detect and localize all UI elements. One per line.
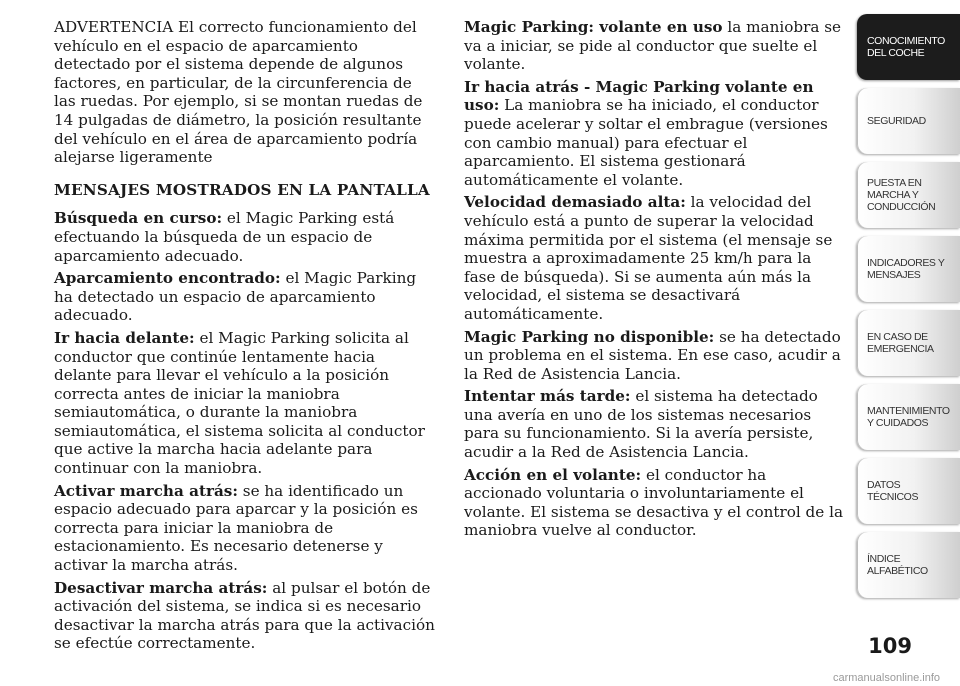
message-term: Magic Parking no disponible: [464, 327, 715, 346]
warning-paragraph: ADVERTENCIA El correcto funcionamiento del vehículo en el espacio de aparcamiento detectado por el sistema depende de algunos factores, en particular, de la circunferencia de las ruedas. Por ejemplo, si se montan ruedas de 14 pulgadas de diámetro, la posición resultante del vehículo en el área de aparcamiento podría alejarse ligeramente [54, 18, 423, 167]
tab-label: PUESTA EN MARCHA Y CONDUCCIÓN [867, 177, 936, 213]
message-term: Ir hacia atrás - Magic Parking volante en uso: [464, 77, 814, 115]
message-term: Magic Parking: volante en uso [464, 18, 723, 36]
tab-seguridad[interactable] [857, 88, 960, 154]
message-item [54, 482, 436, 575]
message-item [464, 328, 844, 384]
tab-indicadores-y-mensajes[interactable] [857, 236, 960, 302]
left-column [54, 18, 436, 657]
message-text: la velocidad del vehículo está a punto de superar la velocidad máxima permitida por el sistema (el mensaje se muestra a aproximadamente 25 km/h para la fase de búsqueda). Si se aumenta aún más la velocidad, el sistema se desactivará automáticamente. [464, 193, 833, 323]
tab-mantenimiento-y-cuidados[interactable] [857, 384, 960, 450]
message-item [54, 269, 436, 325]
right-column [464, 18, 844, 544]
message-text: el sistema ha detectado una avería en uno de los sistemas necesarios para su funcionamiento. Si la avería persiste, acudir a la Red de Asistencia Lancia. [464, 387, 818, 462]
tab-en-caso-de-emergencia[interactable] [857, 310, 960, 376]
message-item [54, 329, 436, 478]
message-item [464, 387, 844, 461]
message-text: el Magic Parking ha detectado un espacio de aparcamiento adecuado. [54, 269, 417, 325]
message-item [54, 579, 436, 653]
tab-label: MANTENIMIENTO Y CUIDADOS [867, 405, 950, 429]
message-text: el conductor ha accionado voluntaria o involuntariamente el volante. El sistema se desactiva y el control de la maniobra vuelve al conductor. [464, 465, 844, 540]
section-heading: MENSAJES MOSTRADOS EN LA PANTALLA [54, 180, 430, 199]
message-item [464, 78, 844, 190]
message-item [464, 466, 844, 540]
message-text: se ha detectado un problema en el sistema. En ese caso, acudir a la Red de Asistencia Lancia. [464, 327, 841, 383]
message-term: Ir hacia delante: [54, 328, 195, 347]
page-number: 109 [868, 634, 912, 658]
tab-label: CONOCIMIENTO DEL COCHE [867, 35, 945, 59]
tab-label: ÍNDICE ALFABÉTICO [867, 553, 928, 577]
message-text: la maniobra se va a iniciar, se pide al conductor que suelte el volante. [464, 18, 842, 74]
tab-label: DATOS TÉCNICOS [867, 479, 919, 503]
message-item [464, 18, 844, 74]
message-text: al pulsar el botón de activación del sistema, se indica si es necesario desactivar la marcha atrás para que la activación se efectúe correctamente. [54, 578, 435, 653]
message-text: el Magic Parking está efectuando la búsqueda de un espacio de aparcamiento adecuado. [54, 209, 395, 265]
message-item [464, 193, 844, 323]
watermark: carmanualsonline.info [832, 672, 940, 684]
tab-puesta-en-marcha[interactable] [857, 162, 960, 228]
message-term: Acción en el volante: [464, 465, 642, 484]
message-item [54, 209, 436, 265]
message-term: Búsqueda en curso: [54, 209, 223, 228]
tab-datos-tecnicos[interactable] [857, 458, 960, 524]
tab-label: SEGURIDAD [867, 115, 926, 127]
tab-conocimiento-del-coche[interactable] [857, 14, 960, 80]
tab-label: EN CASO DE EMERGENCIA [867, 331, 934, 355]
tab-indice-alfabetico[interactable] [857, 532, 960, 598]
message-text: el Magic Parking solicita al conductor que continúe lentamente hacia delante para llevar el vehículo a la posición correcta antes de iniciar la maniobra semiautomática, o durante la maniobra semiautomática, el sistema solicita al conductor que active la marcha hacia adelante para continuar con la maniobra. [54, 328, 425, 478]
message-text: se ha identificado un espacio adecuado para aparcar y la posición es correcta para iniciar la maniobra de estacionamiento. Es necesario detenerse y activar la marcha atrás. [54, 481, 418, 575]
message-text: La maniobra se ha iniciado, el conductor puede acelerar y soltar el embrague (versiones con cambio manual) para efectuar el aparcamiento. El sistema gestionará automáticamente el volante. [464, 96, 828, 189]
tab-label: INDICADORES Y MENSAJES [867, 257, 945, 281]
chapter-tabs [857, 14, 960, 606]
message-term: Intentar más tarde: [464, 387, 631, 406]
message-term: Activar marcha atrás: [54, 481, 238, 500]
message-term: Aparcamiento encontrado: [54, 269, 281, 288]
message-term: Desactivar marcha atrás: [54, 578, 268, 597]
message-term: Velocidad demasiado alta: [464, 193, 686, 212]
